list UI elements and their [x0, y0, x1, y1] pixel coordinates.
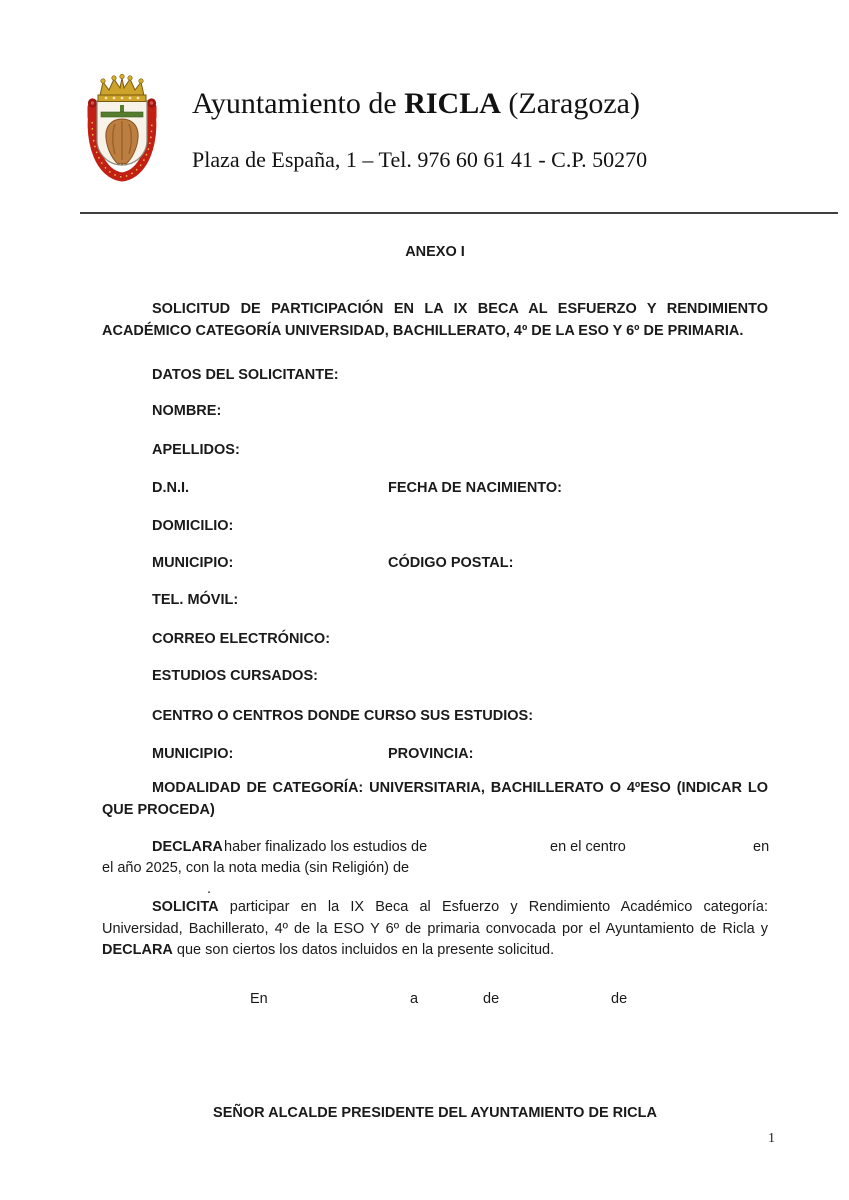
- field-municipio-provincia: [152, 746, 768, 762]
- field-label-provincia: PROVINCIA:: [388, 746, 474, 762]
- modalidad-paragraph: MODALIDAD DE CATEGORÍA: UNIVERSITARIA, BACHILLERATO O 4ºESO (INDICAR LO QUE PROCEDA): [102, 780, 768, 818]
- org-title-suffix: (Zaragoza): [500, 87, 640, 120]
- field-correo: [152, 631, 768, 647]
- field-label: ESTUDIOS CURSADOS:: [152, 668, 318, 684]
- org-title-prefix: Ayuntamiento de: [192, 87, 405, 120]
- field-label-municipio: MUNICIPIO:: [152, 555, 234, 571]
- declara-line3-period: .: [207, 881, 212, 897]
- field-domicilio: [152, 518, 768, 534]
- declara-line2: el año 2025, con la nota media (sin Religión) de: [102, 860, 410, 876]
- declara-text-c: en: [753, 839, 770, 855]
- field-label: NOMBRE:: [152, 403, 222, 419]
- field-nombre: [152, 403, 768, 419]
- field-label: CORREO ELECTRÓNICO:: [152, 631, 331, 647]
- declara-text-b: en el centro: [550, 839, 626, 855]
- field-label: DOMICILIO:: [152, 518, 234, 534]
- field-label-fecha-nacimiento: FECHA DE NACIMIENTO:: [388, 480, 562, 496]
- declara-text-a: haber finalizado los estudios de: [224, 839, 428, 855]
- page-number: 1: [768, 1131, 775, 1146]
- field-label-dni: D.N.I.: [152, 480, 190, 496]
- ricla-coat-of-arms-icon: [86, 70, 158, 188]
- solicita-text-b: que son ciertos los datos incluidos en la presente solicitud.: [172, 942, 555, 958]
- org-address: Plaza de España, 1 – Tel. 976 60 61 41 - C.P. 50270: [192, 147, 648, 172]
- form-body: [102, 238, 768, 1198]
- solicita-paragraph: [102, 897, 768, 962]
- date-word-de1: de: [483, 991, 500, 1007]
- field-label: TEL. MÓVIL:: [152, 592, 239, 608]
- field-municipio-cp: [152, 555, 768, 571]
- field-apellidos: [152, 442, 768, 458]
- field-estudios-cursados: [152, 668, 768, 684]
- field-tel-movil: [152, 592, 768, 608]
- annex-title: ANEXO I: [405, 244, 465, 260]
- solicita-text-a: participar en la IX Beca al Esfuerzo y Rendimiento Académico categoría: Universidad, Bachillerato, 4º de la ESO Y 6º de primaria convocada por el Ayuntamiento de Ricla y: [102, 899, 768, 937]
- field-label: APELLIDOS:: [152, 442, 240, 458]
- date-word-de2: de: [611, 991, 628, 1007]
- org-title: [192, 86, 752, 122]
- section-heading-datos: DATOS DEL SOLICITANTE:: [152, 367, 339, 383]
- field-label-codigo-postal: CÓDIGO POSTAL:: [388, 555, 514, 571]
- org-title-name: RICLA: [404, 87, 501, 120]
- field-dni-fecha: [152, 480, 768, 496]
- field-label-municipio: MUNICIPIO:: [152, 746, 234, 762]
- intro-paragraph: SOLICITUD DE PARTICIPACIÓN EN LA IX BECA AL ESFUERZO Y RENDIMIENTO ACADÉMICO CATEGORÍA UNIVERSIDAD, BACHILLERATO, 4º DE LA ESO Y 6º DE PRIMARIA.: [102, 301, 768, 339]
- solicita-verb: SOLICITA: [152, 899, 219, 915]
- date-word-a: a: [410, 991, 419, 1007]
- declara-verb: DECLARA: [152, 839, 223, 855]
- field-centro-estudios: [152, 708, 768, 724]
- date-word-en: En: [250, 991, 268, 1007]
- date-fill-line: [102, 991, 768, 1011]
- solicita-verb2: DECLARA: [102, 942, 173, 958]
- field-label: CENTRO O CENTROS DONDE CURSO SUS ESTUDIOS:: [152, 708, 534, 724]
- header-divider: [80, 212, 838, 214]
- footer-addressee: SEÑOR ALCALDE PRESIDENTE DEL AYUNTAMIENTO DE RICLA: [213, 1105, 657, 1121]
